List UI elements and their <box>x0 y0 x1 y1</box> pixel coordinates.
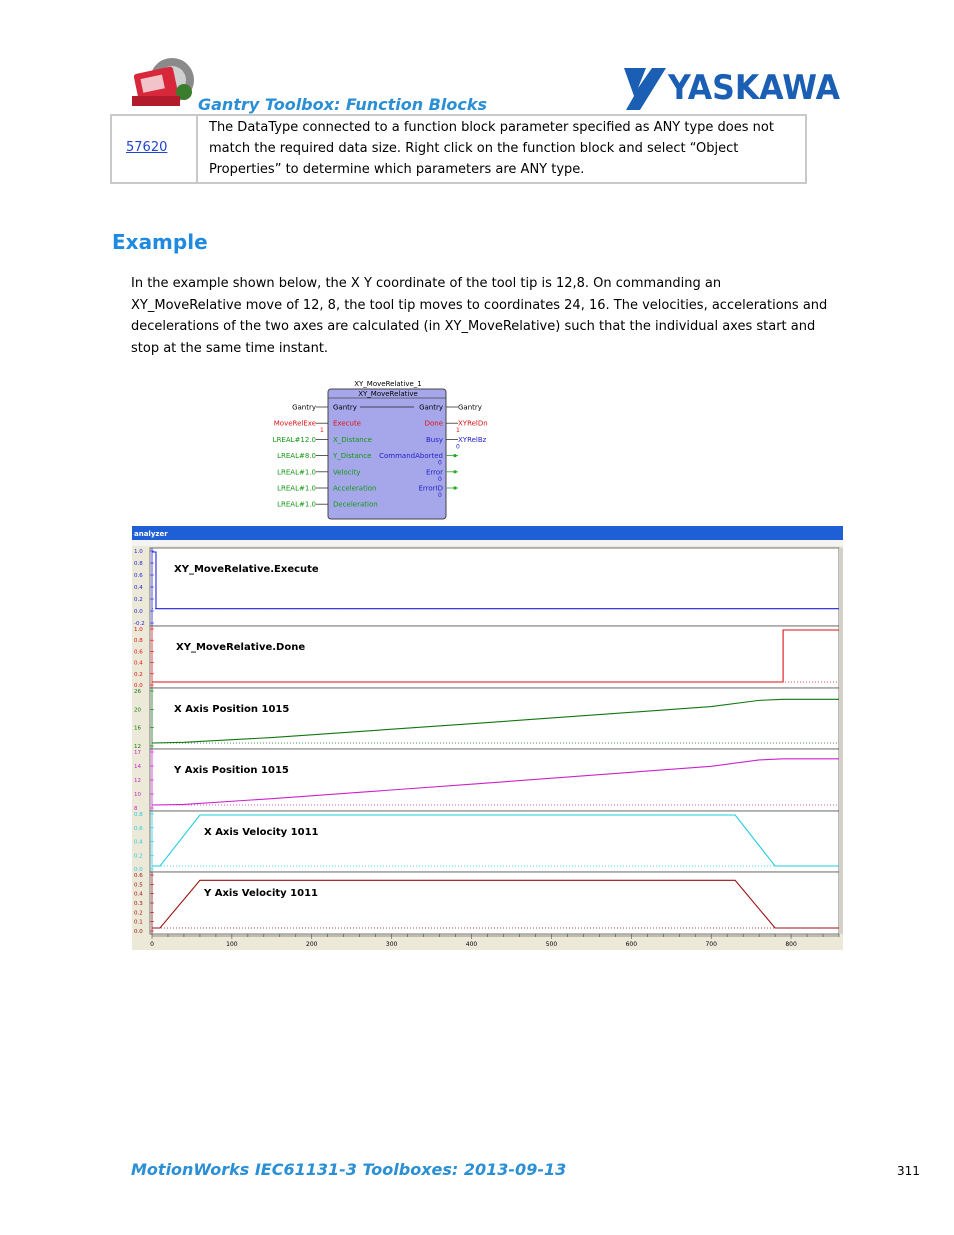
y-tick-label: 26 <box>134 689 141 695</box>
output-pin-name: ErrorID <box>418 484 443 493</box>
analyzer-panel[interactable] <box>134 872 839 935</box>
y-tick-label: 0.2 <box>134 671 143 678</box>
input-variable[interactable]: LREAL#12.0 <box>272 435 316 444</box>
output-variable[interactable]: Gantry <box>458 403 482 412</box>
panel-frame <box>150 548 839 626</box>
analyzer-panels <box>134 548 839 935</box>
y-tick-label: 0.3 <box>134 901 143 907</box>
output-pin-name: Error <box>425 468 443 477</box>
input-variable[interactable]: LREAL#1.0 <box>277 468 316 477</box>
input-variable[interactable]: LREAL#8.0 <box>277 452 316 461</box>
panel-frame <box>150 811 839 872</box>
analyzer-panel[interactable] <box>134 688 839 750</box>
y-tick-label: 0.8 <box>134 561 143 567</box>
input-variable[interactable]: LREAL#1.0 <box>277 500 316 509</box>
y-tick-label: 12 <box>134 778 141 784</box>
panel-frame <box>150 688 839 749</box>
y-tick-label: 0.4 <box>134 585 143 591</box>
section-heading: Example <box>112 230 208 254</box>
x-tick-label: 200 <box>306 941 318 948</box>
input-pin-name: Acceleration <box>333 484 377 493</box>
y-tick-label: 0.0 <box>134 867 143 873</box>
output-value: 0 <box>438 475 442 483</box>
output-value: 1 <box>456 427 460 435</box>
analyzer-panel[interactable] <box>134 749 839 812</box>
panel-frame <box>150 749 839 811</box>
panel-frame <box>150 626 839 688</box>
analyzer-panel[interactable] <box>134 548 839 627</box>
intro-paragraph: In the example shown below, the X Y coordinate of the tool tip is 12,8. On commanding an XY_MoveRelative move of 12, 8, the tool tip moves to coordinates 24, 16. The velocities, accelerations and decelerations of the two axes are calculated (in XY_MoveRelative) such that the individual axes start and stop at the same time instant. <box>131 276 828 356</box>
y-tick-label: 0.4 <box>134 660 143 667</box>
y-tick-label: 14 <box>134 764 141 770</box>
output-pin-dot <box>453 454 456 457</box>
y-tick-label: 17 <box>134 750 141 756</box>
x-tick-label: 600 <box>625 941 638 948</box>
x-tick-label: 800 <box>785 941 797 948</box>
output-pin-name: Busy <box>425 435 443 444</box>
y-tick-label: 0.8 <box>134 638 143 645</box>
panel-label: X Axis Velocity 1011 <box>204 827 319 838</box>
input-pin-name: X_Distance <box>333 435 372 444</box>
output-value: 0 <box>456 443 460 451</box>
input-pin-name: Velocity <box>333 468 361 477</box>
y-tick-label: 1.0 <box>134 627 143 633</box>
y-tick-label: 8 <box>134 806 138 812</box>
y-tick-label: 0.2 <box>134 853 143 860</box>
y-tick-label: 0.1 <box>134 919 143 926</box>
block-type-name: XY_MoveRelative <box>358 390 418 398</box>
panel-label: Y Axis Velocity 1011 <box>204 888 319 899</box>
y-tick-label: 0.2 <box>134 910 143 917</box>
y-tick-label: 0.5 <box>134 882 143 889</box>
output-pin-name: CommandAborted <box>379 452 443 461</box>
input-pin-name: Gantry <box>333 403 357 412</box>
input-variable[interactable]: MoveRelExe <box>273 419 316 428</box>
y-tick-label: 0.2 <box>134 597 143 603</box>
panel-label: X Axis Position 1015 <box>174 704 290 715</box>
output-pin-dot <box>453 470 456 473</box>
toolbox-logo-icon <box>132 56 198 108</box>
y-tick-label: 0.6 <box>134 573 143 579</box>
footer-title: MotionWorks IEC61131-3 Toolboxes: 2013-09-13 <box>131 1160 567 1179</box>
y-tick-label: 12 <box>134 744 141 750</box>
error-code-cell <box>112 116 198 182</box>
analyzer-title: analyzer <box>134 530 168 538</box>
y-tick-label: 0.6 <box>134 825 143 832</box>
analyzer-title-bar <box>132 526 843 540</box>
input-pin-name: Deceleration <box>333 500 378 509</box>
output-pin-name: Gantry <box>419 403 443 412</box>
brand-text: YASKAWA <box>667 68 841 108</box>
analyzer-scrollbar[interactable] <box>839 548 843 934</box>
output-pin-name: Done <box>424 419 443 428</box>
input-pin-name: Execute <box>333 419 361 428</box>
error-description: The DataType connected to a function block parameter specified as ANY type does not match the required data size. Right click on the function block and select “Object Properties” to determine which parameters are ANY type. <box>209 120 774 177</box>
y-tick-label: 10 <box>134 792 141 798</box>
yaskawa-logo <box>622 66 844 112</box>
input-variable[interactable]: LREAL#1.0 <box>277 484 316 493</box>
y-tick-label: 1.0 <box>134 549 143 555</box>
error-code-link[interactable]: 57620 <box>126 140 168 155</box>
y-tick-label: 0.0 <box>134 683 143 689</box>
input-pin-name: Y_Distance <box>333 452 372 461</box>
error-table <box>110 114 807 184</box>
x-tick-label: 300 <box>385 941 398 948</box>
panel-label: XY_MoveRelative.Execute <box>174 564 319 575</box>
output-variable[interactable]: XYRelBz <box>458 435 487 444</box>
input-value: 1 <box>320 427 324 435</box>
logic-analyzer-chart <box>132 526 843 950</box>
output-pin-dot <box>453 486 456 489</box>
y-tick-label: 20 <box>134 707 141 714</box>
output-value: 0 <box>438 492 442 499</box>
y-tick-label: 16 <box>134 725 141 732</box>
x-tick-label: 500 <box>545 941 558 948</box>
output-variable[interactable]: XYRelDn <box>458 419 488 428</box>
y-tick-label: 0.4 <box>134 839 143 846</box>
panel-label: Y Axis Position 1015 <box>174 765 289 776</box>
analyzer-panel[interactable] <box>134 626 839 689</box>
x-tick-label: 100 <box>226 941 238 948</box>
y-tick-label: -0.2 <box>134 621 145 627</box>
header-title: Gantry Toolbox: Function Blocks <box>198 95 487 114</box>
analyzer-panel[interactable] <box>134 811 839 873</box>
y-tick-label: 0.6 <box>134 873 143 879</box>
y-tick-label: 0.0 <box>134 929 143 935</box>
page-number: 311 <box>897 1164 920 1178</box>
input-variable[interactable]: Gantry <box>292 403 316 412</box>
y-tick-label: 0.6 <box>134 649 143 656</box>
output-value: 0 <box>438 459 442 467</box>
function-block-diagram <box>270 378 500 524</box>
x-tick-label: 400 <box>465 941 478 948</box>
y-tick-label: 0.4 <box>134 891 143 898</box>
x-tick-label: 700 <box>705 941 717 948</box>
y-tick-label: 0.8 <box>134 812 143 818</box>
y-tick-label: 0.0 <box>134 609 143 615</box>
x-tick-label: 0 <box>150 941 154 948</box>
block-instance-name: XY_MoveRelative_1 <box>354 380 422 388</box>
panel-label: XY_MoveRelative.Done <box>176 642 306 653</box>
